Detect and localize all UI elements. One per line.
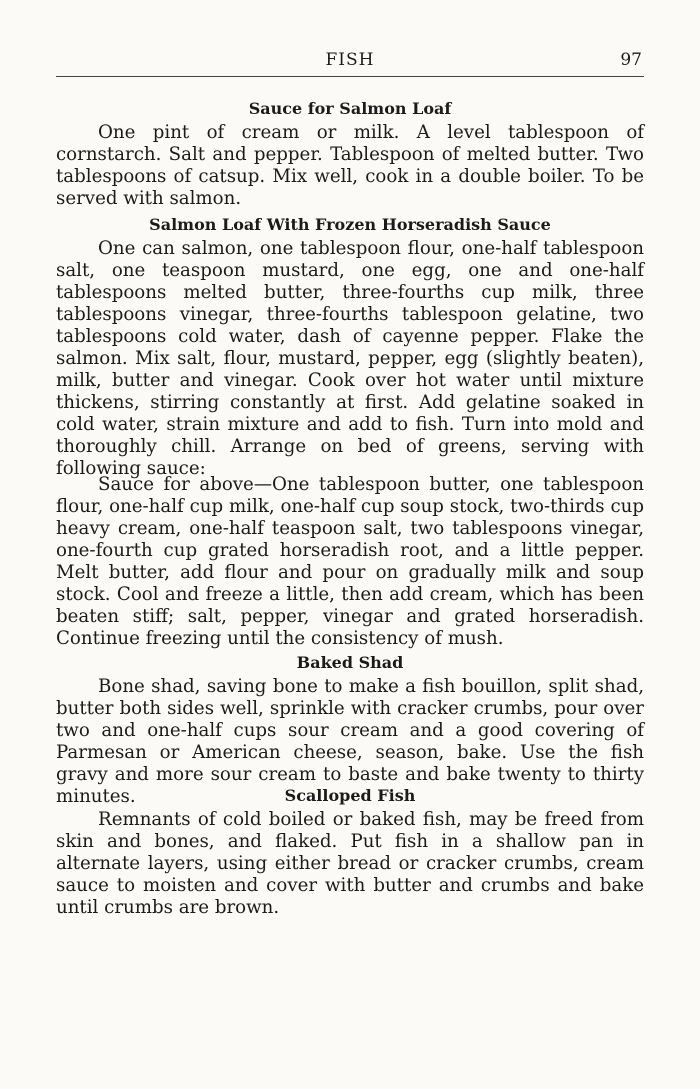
- page-number: 97: [620, 50, 642, 70]
- recipe-paragraph: Bone shad, saving bone to make a fish bouillon, split shad, butter both sides well, sprinkle with cracker crumbs, pour over two and one-half cups sour cream and a good covering of Parmesan or American cheese, season, bake. Use the fish gravy and more sour cream to baste and bake twenty to thirty minutes.: [56, 676, 644, 808]
- recipe-salmon-loaf: [56, 212, 644, 480]
- recipe-sauce-for-salmon-loaf: [56, 96, 644, 212]
- recipe-title: Baked Shad: [296, 653, 404, 672]
- recipe-scalloped-fish: [56, 783, 644, 928]
- recipe-sauce-for-above: [56, 474, 644, 650]
- page-content: [56, 96, 644, 928]
- recipe-paragraph: One can salmon, one tablespoon flour, one-half tablespoon salt, one teaspoon mustard, one egg, one and one-half tablespoons melted butter, three-fourths cup milk, three tablespoons vinegar, three-fourths tablespoon gelatine, two tablespoons cold water, dash of cayenne pepper. Flake the salmon. Mix salt, flour, mustard, pepper, egg (slightly beaten), milk, butter and vinegar. Cook over hot water until mixture thickens, stirring constantly at first. Add gelatine soaked in cold water, strain mixture and add to fish. Turn into mold and thoroughly chill. Arrange on bed of greens, serving with following sauce:: [56, 238, 644, 480]
- recipe-title: Sauce for Salmon Loaf: [248, 99, 452, 118]
- recipe-title: Salmon Loaf With Frozen Horseradish Sauce: [149, 215, 551, 234]
- running-head: FISH: [325, 50, 375, 70]
- page-header: [56, 48, 644, 77]
- recipe-paragraph: Remnants of cold boiled or baked fish, may be freed from skin and bones, and flaked. Put fish in a shallow pan in alternate layers, using either bread or cracker crumbs, cream sauce to moisten and cover with butter and crumbs and bake until crumbs are brown.: [56, 809, 644, 919]
- recipe-title: Scalloped Fish: [284, 786, 416, 805]
- recipe-paragraph: Sauce for above—One tablespoon butter, one tablespoon flour, one-half cup milk, one-half cup soup stock, two-thirds cup heavy cream, one-half teaspoon salt, two tablespoons vinegar, one-fourth cup grated horseradish root, and a little pepper. Melt butter, add flour and pour on gradually milk and soup stock. Cool and freeze a little, then add cream, which has been beaten stiff; salt, pepper, vinegar and grated horseradish. Continue freezing until the consistency of mush.: [56, 474, 644, 650]
- recipe-paragraph: One pint of cream or milk. A level tablespoon of cornstarch. Salt and pepper. Tablespoon of melted butter. Two tablespoons of catsup. Mix well, cook in a double boiler. To be served with salmon.: [56, 122, 644, 210]
